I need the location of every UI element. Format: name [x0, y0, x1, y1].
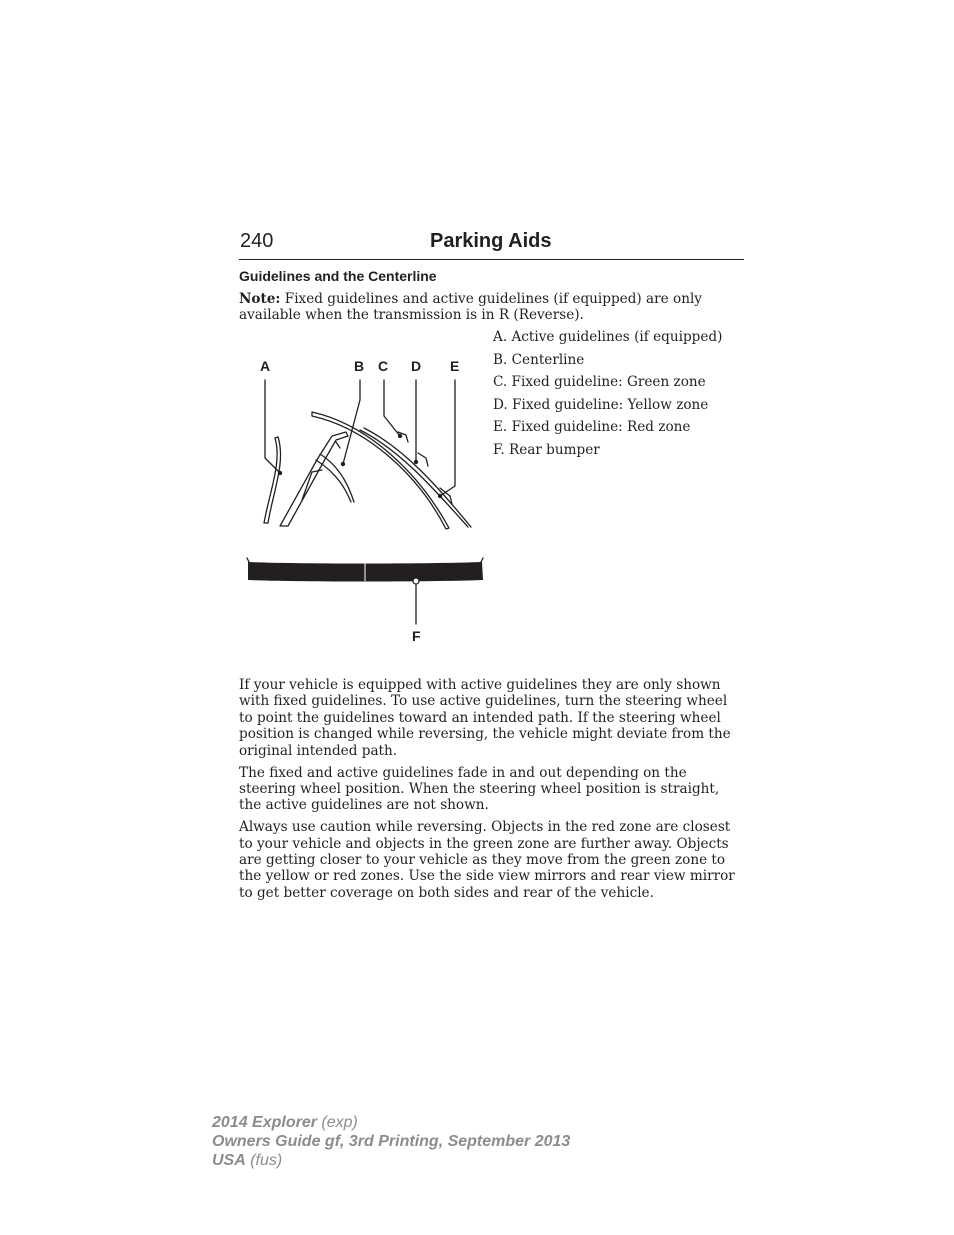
note-text: Fixed guidelines and active guidelines (if equipped) are only available when the transmission is in R (Reverse). — [239, 291, 702, 324]
leader-b — [343, 380, 360, 464]
label-a: A — [260, 358, 271, 374]
leader-a — [265, 380, 280, 473]
label-c: C — [378, 358, 389, 374]
label-b: B — [354, 358, 365, 374]
body-text — [239, 677, 744, 907]
legend-item-b: B. Centerline — [493, 351, 585, 368]
note-label: Note: — [239, 291, 281, 307]
paragraph-2: The fixed and active guidelines fade in and out depending on the steering wheel position. When the steering wheel position is straight, the active guidelines are not shown. — [239, 764, 720, 814]
legend-item-d: D. Fixed guideline: Yellow zone — [493, 396, 709, 413]
legend-item-c: C. Fixed guideline: Green zone — [493, 374, 706, 391]
label-f: F — [412, 628, 421, 644]
page-header — [239, 229, 744, 260]
legend-item-e: E. Fixed guideline: Red zone — [493, 419, 691, 436]
footer-line-1: 2014 Explorer (exp) — [212, 1114, 358, 1131]
paragraph-3: Always use caution while reversing. Objects in the red zone are closest to your vehicle and objects in the green zone are further away. Objects are getting closer to your vehicle as they move from the green zone to the yellow or red zones. Use the side view mirrors and rear view mirror to get better coverage on both sides and rear of the vehicle. — [239, 819, 735, 901]
page-number: 240 — [240, 230, 274, 252]
page-footer — [212, 1113, 570, 1170]
leader-c — [384, 380, 400, 436]
leader-e — [440, 380, 455, 496]
section-title: Parking Aids — [430, 230, 552, 252]
rear-bumper-edge — [247, 558, 483, 562]
footer-line-2: Owners Guide gf, 3rd Printing, September 2013 — [212, 1133, 571, 1150]
label-e: E — [450, 358, 460, 374]
centerline — [316, 454, 354, 502]
diagram-legend — [493, 329, 722, 465]
footer-line-3: USA (fus) — [212, 1152, 283, 1169]
note — [239, 291, 744, 324]
active-guideline-left — [264, 437, 281, 523]
guidelines-diagram — [240, 350, 490, 650]
zone-mark-yellow — [418, 453, 428, 466]
legend-item-a: A. Active guidelines (if equipped) — [493, 329, 723, 345]
label-d: D — [411, 358, 422, 374]
legend-item-f: F. Rear bumper — [493, 441, 600, 458]
paragraph-1: If your vehicle is equipped with active guidelines they are only shown with fixed guidelines. To use active guidelines, turn the steering wheel to point the guidelines toward an intended path. If the steering wheel position is changed while reversing, the vehicle might deviate from the original intended path. — [239, 677, 731, 759]
subheading: Guidelines and the Centerline — [239, 268, 437, 284]
fixed-guideline-outer — [312, 412, 449, 529]
